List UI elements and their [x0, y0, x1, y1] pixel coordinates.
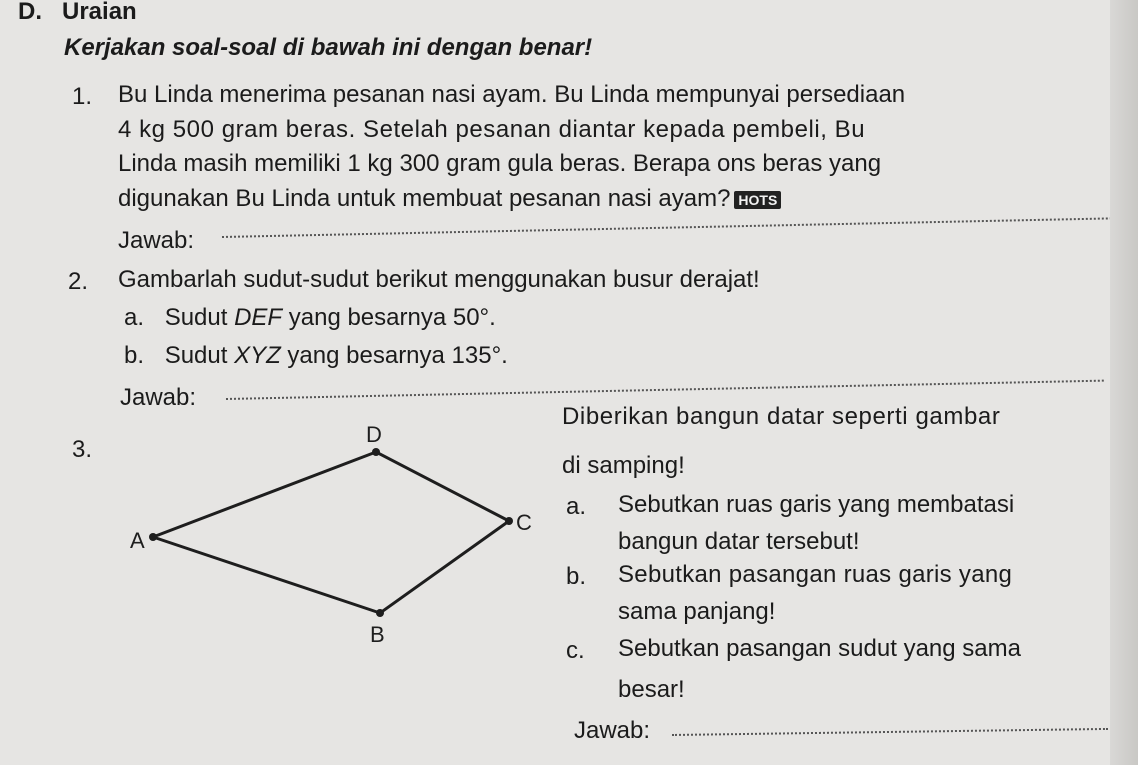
instruction: Kerjakan soal-soal di bawah ini dengan benar! — [64, 34, 593, 61]
vertex-c-dot — [505, 517, 513, 525]
q2-text: Gambarlah sudut-sudut berikut menggunakan busur derajat! — [118, 266, 760, 293]
q2-item-b-name: XYZ — [234, 342, 281, 369]
q2-answer-label: Jawab: — [120, 384, 197, 411]
q1-line-4 — [118, 185, 781, 213]
q3-item-b-letter: b. — [566, 563, 587, 590]
vertex-d-dot — [372, 448, 380, 456]
section-letter: D. — [18, 0, 42, 25]
q3-intro-line-1: Diberikan bangun datar seperti gambar — [562, 403, 1001, 430]
q2-item-b-letter: b. — [124, 342, 145, 369]
hots-badge: HOTS — [734, 191, 781, 209]
q1-line-3: Linda masih memiliki 1 kg 300 gram gula beras. Berapa ons beras yang — [118, 150, 882, 177]
q3-item-a-line-2: bangun datar tersebut! — [618, 528, 860, 555]
q1-line-4-text: digunakan Bu Linda untuk membuat pesanan nasi ayam? — [118, 185, 731, 212]
vertex-label-b: B — [370, 622, 385, 647]
q1-line-1: Bu Linda menerima pesanan nasi ayam. Bu Linda mempunyai persediaan — [118, 81, 906, 108]
q3-answer-label: Jawab: — [574, 717, 651, 744]
q3-intro-line-2: di samping! — [562, 452, 685, 479]
rhombus-figure — [120, 420, 540, 647]
q3-item-b-line-2: sama panjang! — [618, 598, 776, 625]
q2-item-a — [124, 304, 496, 332]
vertex-label-c: C — [516, 510, 532, 535]
vertex-label-a: A — [130, 528, 145, 553]
q2-number: 2. — [68, 268, 89, 295]
quadrilateral-abcd — [153, 452, 509, 613]
q3-item-c-line-1: Sebutkan pasangan sudut yang sama — [618, 635, 1021, 662]
q2-item-b-prefix: Sudut — [164, 342, 235, 369]
q2-item-a-name: DEF — [234, 304, 283, 331]
q3-item-a-line-1: Sebutkan ruas garis yang membatasi — [618, 491, 1015, 518]
vertex-b-dot — [376, 609, 384, 617]
vertex-label-d: D — [366, 422, 382, 447]
q1-answer-label: Jawab: — [118, 227, 195, 254]
q1-number: 1. — [72, 83, 93, 110]
vertex-a-dot — [149, 533, 157, 541]
page-edge — [1110, 0, 1138, 765]
q3-answer-line[interactable] — [672, 728, 1108, 736]
section-title: Uraian — [62, 0, 137, 25]
q3-item-c-line-2: besar! — [618, 676, 685, 703]
q3-item-b-line-1: Sebutkan pasangan ruas garis yang — [618, 561, 1013, 588]
q2-item-a-suffix: yang besarnya 50°. — [282, 304, 496, 331]
q1-line-2: 4 kg 500 gram beras. Setelah pesanan diantar kepada pembeli, Bu — [118, 116, 866, 143]
q2-item-b — [124, 342, 508, 370]
q1-answer-line[interactable] — [222, 217, 1112, 238]
q3-item-a-letter: a. — [566, 493, 587, 520]
q2-item-a-prefix: Sudut — [164, 304, 235, 331]
q2-item-a-letter: a. — [124, 304, 145, 331]
q3-item-c-letter: c. — [566, 637, 585, 664]
q2-item-b-suffix: yang besarnya 135°. — [280, 342, 508, 369]
q2-answer-line[interactable] — [226, 380, 1104, 400]
q3-number: 3. — [72, 436, 93, 463]
